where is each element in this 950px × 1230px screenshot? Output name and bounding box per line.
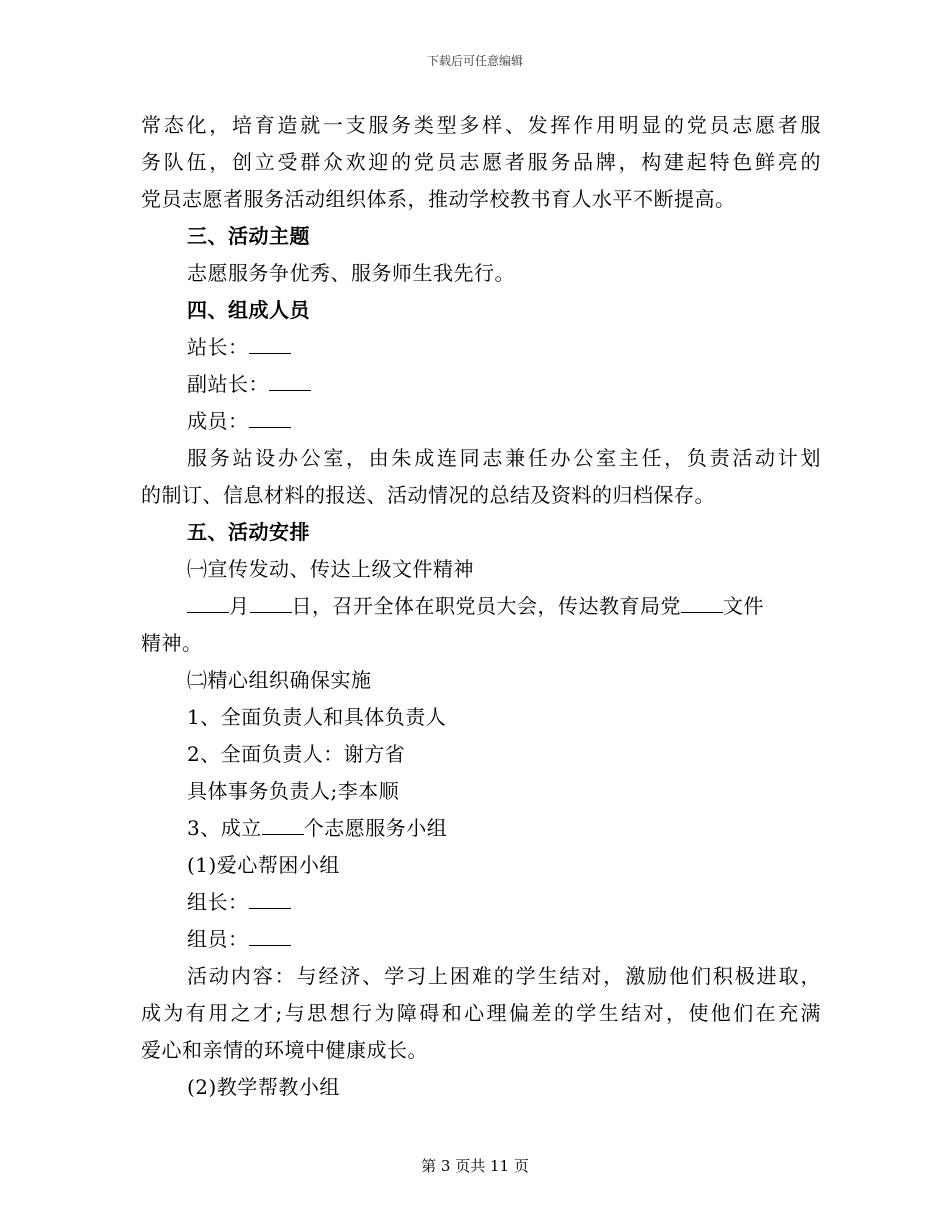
section-heading-members: 四、组成人员 (187, 298, 310, 322)
fill-blank (249, 890, 291, 909)
fill-blank (269, 372, 311, 391)
list-item: 具体事务负责人;李本顺 (187, 779, 400, 803)
subsection-organize: ㈡精心组织确保实施 (187, 668, 372, 692)
list-item (141, 810, 821, 847)
section-heading-theme: 三、活动主题 (187, 224, 310, 248)
meeting-text: 日，召开全体在职党员大会，传达教育局党 (291, 594, 681, 618)
station-head-label: 站长： (187, 335, 249, 359)
fill-blank (249, 927, 291, 946)
doc-label: 文件 (723, 594, 764, 618)
group-members-label: 组员： (187, 927, 249, 951)
group-heading: (2)教学帮教小组 (187, 1075, 340, 1099)
fill-blank (249, 409, 291, 428)
paragraph-line: 成为有用之才;与思想行为障碍和心理偏差的学生结对，使他们在充满 (141, 1001, 821, 1025)
paragraph-line: 的制订、信息材料的报送、活动情况的总结及资料的归档保存。 (141, 483, 715, 507)
members-label: 成员： (187, 409, 249, 433)
members-line (141, 403, 821, 440)
list-item: 2、全面负责人：谢方省 (187, 742, 406, 766)
list-item: 1、全面负责人和具体负责人 (187, 705, 447, 729)
group-leader-label: 组长： (187, 890, 249, 914)
theme-text: 志愿服务争优秀、服务师生我先行。 (187, 261, 515, 285)
group-leader-line (141, 884, 821, 921)
station-head-line (141, 329, 821, 366)
paragraph-line: 活动内容：与经济、学习上困难的学生结对，激励他们积极进取， (187, 964, 821, 988)
page-header: 下载后可任意编辑 (426, 54, 523, 68)
fill-blank (681, 594, 723, 613)
paragraph-line: 精神。 (141, 631, 203, 655)
paragraph-line: 务队伍，创立受群众欢迎的党员志愿者服务品牌，构建起特色鲜亮的 (141, 150, 821, 174)
subsection-publicity: ㈠宣传发动、传达上级文件精神 (187, 557, 474, 581)
group-heading: (1)爱心帮困小组 (187, 853, 340, 877)
item3-prefix: 3、成立 (187, 816, 262, 840)
paragraph-line: 爱心和亲情的环境中健康成长。 (141, 1038, 428, 1062)
item3-suffix: 个志愿服务小组 (303, 816, 448, 840)
document-body (141, 107, 821, 1106)
month-label: 月 (229, 594, 250, 618)
deputy-head-label: 副站长： (187, 372, 269, 396)
paragraph-line: 党员志愿者服务活动组织体系，推动学校教书育人水平不断提高。 (141, 187, 736, 211)
deputy-head-line (141, 366, 821, 403)
group-members-line (141, 921, 821, 958)
fill-blank (249, 335, 291, 354)
fill-blank (262, 816, 304, 835)
paragraph-line: 服务站设办公室，由朱成连同志兼任办公室主任，负责活动计划 (187, 446, 821, 470)
fill-blank (187, 594, 229, 613)
paragraph-line: 常态化，培育造就一支服务类型多样、发挥作用明显的党员志愿者服 (141, 113, 821, 137)
fill-blank (250, 594, 292, 613)
page-footer: 第 3 页共 11 页 (421, 1157, 529, 1175)
section-heading-arrangement: 五、活动安排 (187, 520, 310, 544)
meeting-line (141, 588, 821, 625)
